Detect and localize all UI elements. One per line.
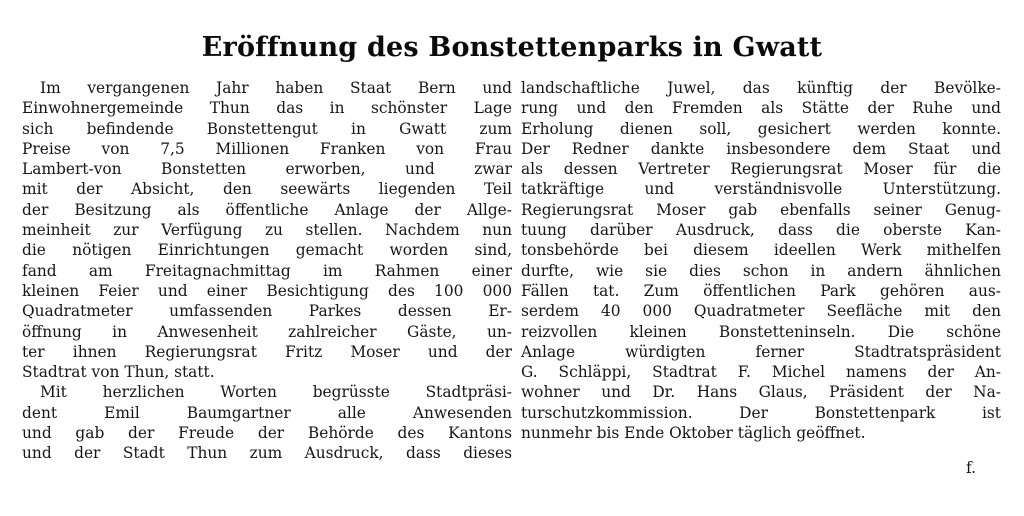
text-line: öffnung in Anwesenheit zahlreicher Gäste, un- <box>22 322 512 341</box>
text-line: Fällen tat. Zum öffentlichen Park gehören aus- <box>521 281 1001 300</box>
text-line: Lambert-von Bonstetten erworben, und zwar <box>22 160 512 179</box>
author-signature: f. <box>966 459 977 477</box>
text-line: G. Schläppi, Stadtrat F. Michel namens der An- <box>521 363 1001 382</box>
text-line: reizvollen kleinen Bonstetteninseln. Die schöne <box>521 322 1001 341</box>
text-line: landschaftliche Juwel, das künftig der Bevölke- <box>521 79 1001 97</box>
article-headline: Eröffnung des Bonstettenparks in Gwatt <box>201 32 823 63</box>
text-line: Stadtrat von Thun, statt. <box>22 363 215 382</box>
text-line: meinheit zur Verfügung zu stellen. Nachdem nun <box>22 221 512 240</box>
text-line: Anlage würdigten ferner Stadtratspräsident <box>521 342 1001 361</box>
left-column <box>22 78 512 464</box>
text-line: wohner und Dr. Hans Glaus, Präsident der Na- <box>521 383 1001 402</box>
text-line: Erholung dienen soll, gesichert werden konnte. <box>521 119 1001 138</box>
text-line: der Besitzung als öffentliche Anlage der Allge- <box>22 200 512 219</box>
text-line: und gab der Freude der Behörde des Kantons <box>22 424 512 443</box>
text-line: tatkräftige und verständnisvolle Unterstützung. <box>521 180 1001 199</box>
text-line: Einwohnergemeinde Thun das in schönster Lage <box>22 99 512 118</box>
text-line: Quadratmeter umfassenden Parkes dessen Er- <box>22 302 512 321</box>
text-line: tonsbehörde bei diesem ideellen Werk mithelfen <box>521 241 1001 260</box>
text-line: rung und den Fremden als Stätte der Ruhe und <box>521 99 1001 118</box>
text-line: mit der Absicht, den seewärts liegenden Teil <box>22 180 512 199</box>
text-line: turschutzkommission. Der Bonstettenpark ist <box>521 403 1001 422</box>
text-line: sich befindende Bonstettengut in Gwatt zum <box>22 119 512 138</box>
text-line: und der Stadt Thun zum Ausdruck, dass dieses <box>22 444 512 463</box>
text-line: durfte, wie sie dies schon in andern ähnlichen <box>521 261 1001 280</box>
text-line: nunmehr bis Ende Oktober täglich geöffnet. <box>521 424 866 443</box>
text-line: als dessen Vertreter Regierungsrat Moser für die <box>521 160 1001 179</box>
text-line: tuung darüber Ausdruck, dass die oberste Kan- <box>521 221 1001 240</box>
text-line: fand am Freitagnachmittag im Rahmen einer <box>22 261 512 280</box>
text-line: Preise von 7,5 Millionen Franken von Frau <box>22 139 512 158</box>
right-column <box>521 78 1001 443</box>
text-line: kleinen Feier und einer Besichtigung des 100 000 <box>22 281 512 300</box>
text-line: dent Emil Baumgartner alle Anwesenden <box>22 403 512 422</box>
text-line: Im vergangenen Jahr haben Staat Bern und <box>40 79 512 97</box>
text-line: die nötigen Einrichtungen gemacht worden sind, <box>22 241 512 260</box>
text-line: serdem 40 000 Quadratmeter Seefläche mit den <box>521 302 1001 321</box>
text-line: Der Redner dankte insbesondere dem Staat und <box>521 139 1001 158</box>
text-line: Mit herzlichen Worten begrüsste Stadtpräsi- <box>40 383 512 402</box>
text-line: Regierungsrat Moser gab ebenfalls seiner Genug- <box>521 200 1001 219</box>
text-line: ter ihnen Regierungsrat Fritz Moser und der <box>22 342 512 361</box>
